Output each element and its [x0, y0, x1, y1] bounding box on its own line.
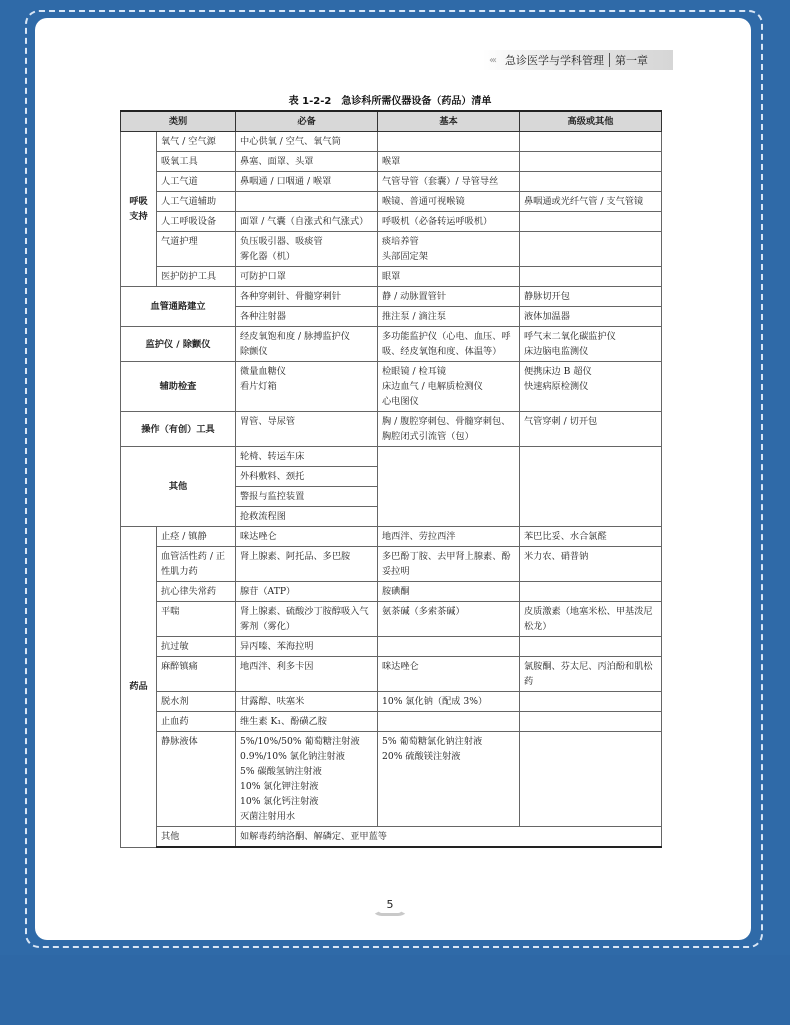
required-cell: 负压吸引器、吸痰管 雾化器（机） — [236, 232, 378, 267]
required-cell: 5%/10%/50% 葡萄糖注射液 0.9%/10% 氯化钠注射液 5% 碳酸氢钠注射液 10% 氯化钾注射液 10% 氯化钙注射液 灭菌注射用水 — [236, 732, 378, 827]
subcategory-cell: 止痉 / 镇静 — [157, 527, 236, 547]
table-row — [121, 412, 662, 447]
required-cell: 经皮氧饱和度 / 脉搏监护仪 除颤仪 — [236, 327, 378, 362]
table-row — [121, 192, 662, 212]
table-row — [121, 362, 662, 412]
subcategory-cell: 氧气 / 空气源 — [157, 132, 236, 152]
group-vascular-access: 血管通路建立 — [121, 287, 236, 327]
table-row — [121, 132, 662, 152]
subcategory-cell: 平喘 — [157, 602, 236, 637]
table-row — [121, 447, 662, 467]
group-drugs: 药品 — [121, 527, 157, 848]
subcategory-cell: 抗心律失常药 — [157, 582, 236, 602]
advanced-cell — [520, 152, 662, 172]
basic-cell: 地西泮、劳拉西泮 — [378, 527, 520, 547]
basic-cell: 静 / 动脉置管针 — [378, 287, 520, 307]
group-respiratory: 呼吸 支持 — [121, 132, 157, 287]
required-cell: 胃管、导尿管 — [236, 412, 378, 447]
basic-cell: 5% 葡萄糖氯化钠注射液 20% 硫酸镁注射液 — [378, 732, 520, 827]
table-row — [121, 637, 662, 657]
table-row — [121, 232, 662, 267]
page-number: 5 — [370, 896, 410, 916]
chapter-label: 第一章 — [615, 54, 648, 67]
advanced-cell — [520, 582, 662, 602]
table-row — [121, 152, 662, 172]
subcategory-cell: 抗过敏 — [157, 637, 236, 657]
required-cell: 甘露醇、呋塞米 — [236, 692, 378, 712]
advanced-cell — [520, 267, 662, 287]
running-header — [483, 50, 673, 70]
table-row — [121, 827, 662, 848]
table-row — [121, 267, 662, 287]
basic-cell: 10% 氯化钠（配成 3%） — [378, 692, 520, 712]
subcategory-cell: 麻醉镇痛 — [157, 657, 236, 692]
basic-cell: 眼罩 — [378, 267, 520, 287]
advanced-cell — [520, 172, 662, 192]
table-row — [121, 582, 662, 602]
advanced-cell — [520, 732, 662, 827]
basic-cell: 胸 / 腹腔穿刺包、骨髓穿刺包、胸腔闭式引流管（包） — [378, 412, 520, 447]
advanced-cell: 液体加温器 — [520, 307, 662, 327]
required-cell: 外科敷料、颈托 — [236, 467, 378, 487]
advanced-cell — [520, 132, 662, 152]
advanced-cell: 便携床边 B 超仪 快速病原检测仪 — [520, 362, 662, 412]
required-cell — [236, 192, 378, 212]
advanced-cell — [520, 692, 662, 712]
required-cell: 各种注射器 — [236, 307, 378, 327]
required-cell: 咪达唑仑 — [236, 527, 378, 547]
header-category: 类别 — [121, 111, 236, 132]
required-cell: 地西泮、利多卡因 — [236, 657, 378, 692]
subcategory-cell: 脱水剂 — [157, 692, 236, 712]
basic-cell: 咪达唑仑 — [378, 657, 520, 692]
basic-cell: 多功能监护仪（心电、血压、呼吸、经皮氧饱和度、体温等） — [378, 327, 520, 362]
required-cell: 腺苷（ATP） — [236, 582, 378, 602]
table-row — [121, 657, 662, 692]
table-row — [121, 732, 662, 827]
table-row — [121, 287, 662, 307]
table-row — [121, 327, 662, 362]
advanced-cell: 米力农、硝普钠 — [520, 547, 662, 582]
header-required: 必备 — [236, 111, 378, 132]
table-row — [121, 602, 662, 637]
subcategory-cell: 人工呼吸设备 — [157, 212, 236, 232]
table-title: 表 1-2-2 急诊科所需仪器设备（药品）清单 — [288, 96, 492, 107]
group-monitor-defibrillator: 监护仪 / 除颤仪 — [121, 327, 236, 362]
table-row — [121, 527, 662, 547]
subcategory-cell: 人工气道辅助 — [157, 192, 236, 212]
group-invasive-tools: 操作（有创）工具 — [121, 412, 236, 447]
advanced-cell — [520, 447, 662, 527]
required-cell: 肾上腺素、硫酸沙丁胺醇吸入气雾剂（雾化） — [236, 602, 378, 637]
basic-cell: 胺碘酮 — [378, 582, 520, 602]
group-auxiliary-exam: 辅助检查 — [121, 362, 236, 412]
chevrons-icon: ‹‹‹ — [489, 54, 495, 66]
required-cell: 轮椅、转运车床 — [236, 447, 378, 467]
advanced-cell: 苯巴比妥、水合氯醛 — [520, 527, 662, 547]
table-header-row — [121, 111, 662, 132]
required-cell: 异丙嗪、苯海拉明 — [236, 637, 378, 657]
subcategory-cell: 人工气道 — [157, 172, 236, 192]
advanced-cell — [520, 212, 662, 232]
basic-cell — [378, 132, 520, 152]
required-cell: 鼻塞、面罩、头罩 — [236, 152, 378, 172]
advanced-cell — [520, 637, 662, 657]
basic-cell: 喉罩 — [378, 152, 520, 172]
required-cell: 中心供氧 / 空气、氧气筒 — [236, 132, 378, 152]
basic-cell: 检眼镜 / 检耳镜 床边血气 / 电解质检测仪 心电图仪 — [378, 362, 520, 412]
basic-cell: 喉镜、普通可视喉镜 — [378, 192, 520, 212]
advanced-cell: 呼气末二氧化碳监护仪 床边脑电监测仪 — [520, 327, 662, 362]
advanced-cell: 皮质激素（地塞米松、甲基泼尼松龙） — [520, 602, 662, 637]
basic-cell: 多巴酚丁胺、去甲肾上腺素、酚妥拉明 — [378, 547, 520, 582]
advanced-cell: 鼻咽通或光纤气管 / 支气管镜 — [520, 192, 662, 212]
group-other: 其他 — [121, 447, 236, 527]
required-cell: 各种穿刺针、骨髓穿刺针 — [236, 287, 378, 307]
equipment-table — [120, 110, 662, 848]
advanced-cell — [520, 712, 662, 732]
advanced-cell: 气管穿刺 / 切开包 — [520, 412, 662, 447]
required-cell: 如解毒药纳洛酮、解磷定、亚甲蓝等 — [236, 827, 662, 848]
required-cell: 鼻咽通 / 口咽通 / 喉罩 — [236, 172, 378, 192]
basic-cell: 呼吸机（必备转运呼吸机） — [378, 212, 520, 232]
subcategory-cell: 静脉液体 — [157, 732, 236, 827]
table-row — [121, 692, 662, 712]
basic-cell — [378, 712, 520, 732]
basic-cell — [378, 637, 520, 657]
subcategory-cell: 止血药 — [157, 712, 236, 732]
required-cell: 维生素 K₁、酚磺乙胺 — [236, 712, 378, 732]
required-cell: 警报与监控装置 — [236, 487, 378, 507]
table-row — [121, 712, 662, 732]
table-row — [121, 547, 662, 582]
basic-cell: 痰培养管 头部固定架 — [378, 232, 520, 267]
subcategory-cell: 气道护理 — [157, 232, 236, 267]
advanced-cell: 静脉切开包 — [520, 287, 662, 307]
required-cell: 微量血糖仪 看片灯箱 — [236, 362, 378, 412]
header-basic: 基本 — [378, 111, 520, 132]
required-cell: 面罩 / 气囊（自涨式和气涨式） — [236, 212, 378, 232]
subcategory-cell: 血管活性药 / 正性肌力药 — [157, 547, 236, 582]
table-row — [121, 172, 662, 192]
basic-cell: 气管导管（套囊）/ 导管导丝 — [378, 172, 520, 192]
bottom-band — [0, 955, 790, 1025]
subcategory-cell: 吸氧工具 — [157, 152, 236, 172]
advanced-cell — [520, 232, 662, 267]
header-divider — [609, 53, 610, 67]
basic-cell: 氨茶碱（多索茶碱） — [378, 602, 520, 637]
header-advanced: 高级或其他 — [520, 111, 662, 132]
book-title: 急诊医学与学科管理 — [505, 54, 604, 67]
basic-cell — [378, 447, 520, 527]
required-cell: 肾上腺素、阿托品、多巴胺 — [236, 547, 378, 582]
table-row — [121, 212, 662, 232]
subcategory-cell: 医护防护工具 — [157, 267, 236, 287]
basic-cell: 推注泵 / 滴注泵 — [378, 307, 520, 327]
advanced-cell: 氯胺酮、芬太尼、丙泊酚和肌松药 — [520, 657, 662, 692]
required-cell: 抢救流程图 — [236, 507, 378, 527]
required-cell: 可防护口罩 — [236, 267, 378, 287]
subcategory-cell: 其他 — [157, 827, 236, 848]
